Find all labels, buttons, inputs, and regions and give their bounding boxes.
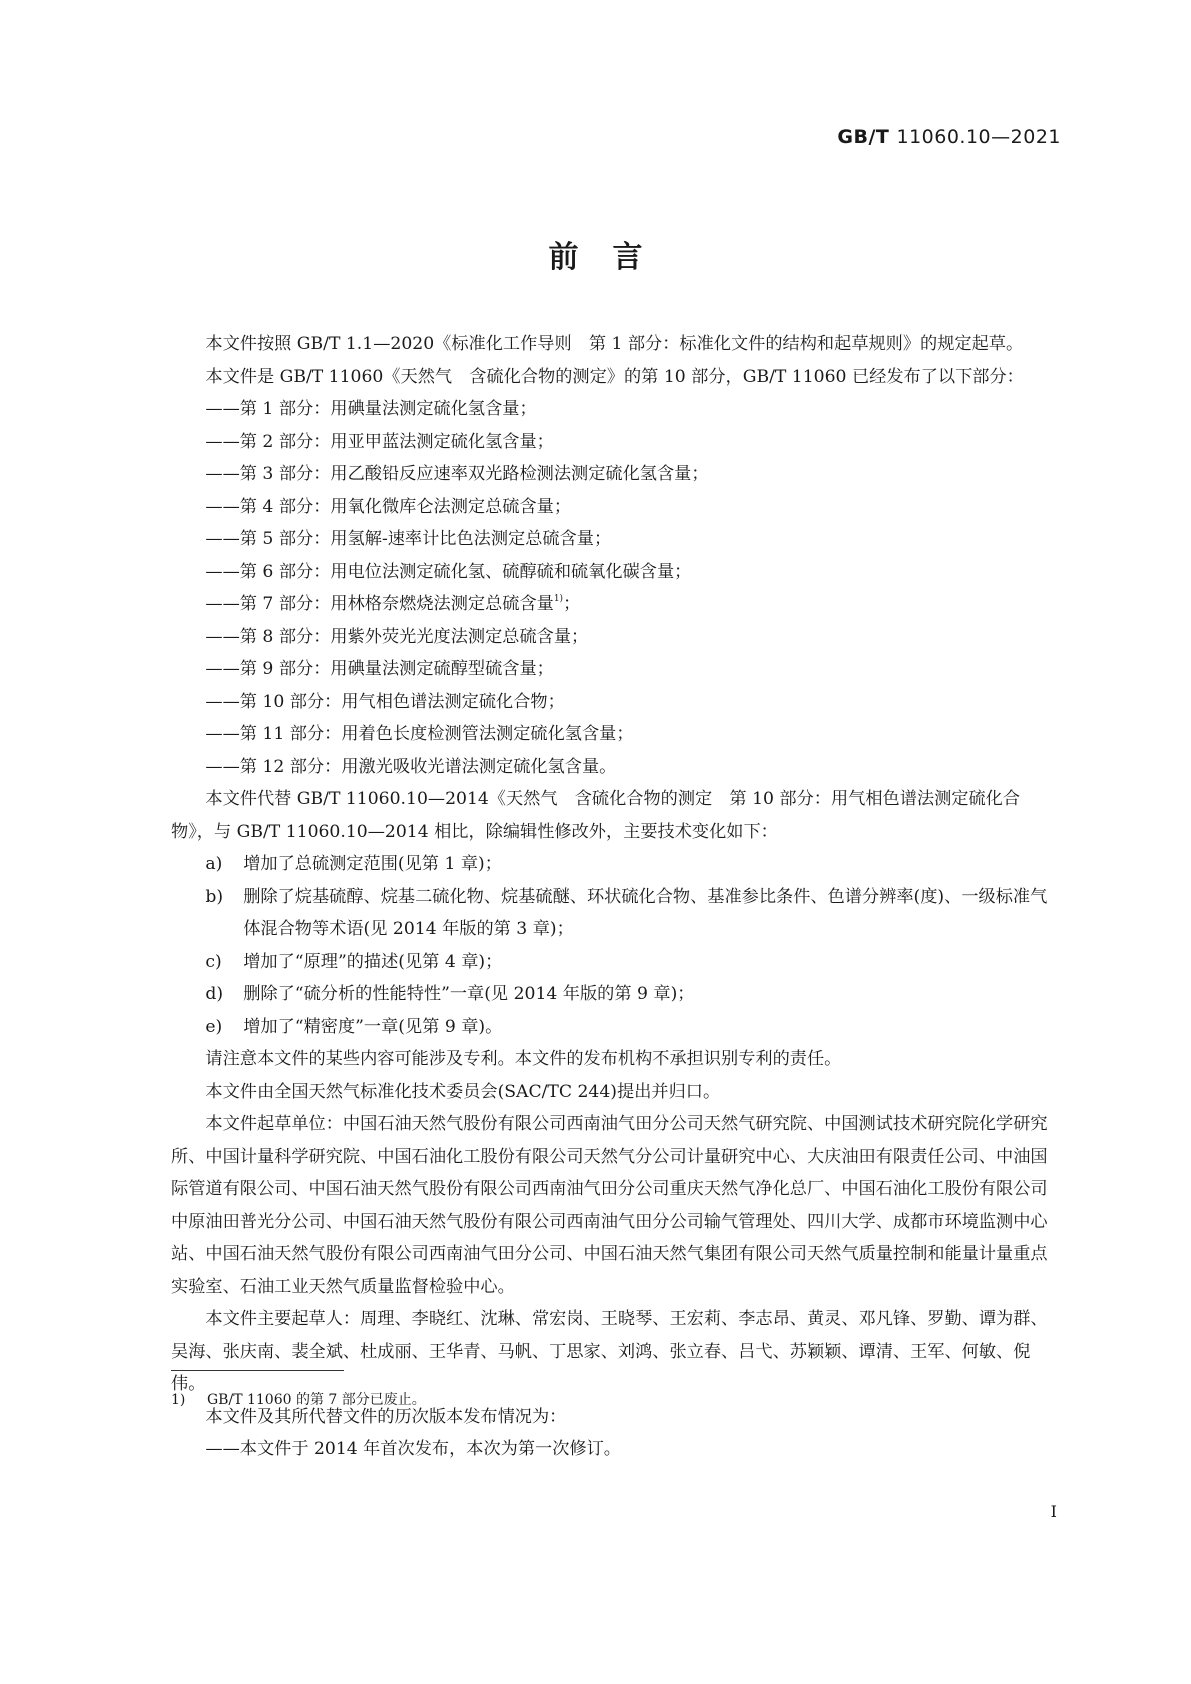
change-item-c: [171, 946, 1055, 979]
footnote-reference: 1): [553, 594, 564, 604]
change-item-a: [171, 848, 1055, 881]
list-item-part-1: ——第 1 部分：用碘量法测定硫化氢含量；: [205, 399, 537, 419]
change-item-d: [171, 978, 1055, 1011]
list-item-part-12: ——第 12 部分：用激光吸收光谱法测定硫化氢含量。: [205, 756, 617, 777]
change-item-e: [171, 1011, 1055, 1044]
paragraph-history-intro: 本文件及其所代替文件的历次版本发布情况为：: [205, 1406, 567, 1427]
change-text: 增加了“精密度”一章(见第 9 章)。: [243, 1016, 503, 1037]
list-item-part-9: ——第 9 部分：用碘量法测定硫醇型硫含量；: [205, 659, 554, 679]
footnote-text: GB/T 11060 的第 7 部分已废止。: [207, 1392, 426, 1408]
footnote: [171, 1390, 426, 1410]
list-item-part-6: ——第 6 部分：用电位法测定硫化氢、硫醇硫和硫氧化碳含量；: [205, 561, 692, 582]
list-item-part-5: ——第 5 部分：用氢解-速率计比色法测定总硫含量；: [205, 529, 612, 549]
change-marker: c): [205, 951, 222, 972]
change-marker: b): [205, 886, 224, 907]
paragraph-replaces: 本文件代替 GB/T 11060.10—2014《天然气 含硫化合物的测定 第 10 部分：用气相色谱法测定硫化合物》，与 GB/T 11060.10—2014 相比，除编辑性修改外，主要技术变化如下：: [171, 789, 1021, 842]
change-text: 增加了“原理”的描述(见第 4 章)；: [243, 951, 503, 972]
paragraph-patent-notice: 请注意本文件的某些内容可能涉及专利。本文件的发布机构不承担识别专利的责任。: [205, 1049, 842, 1069]
change-text: 删除了烷基硫醇、烷基二硫化物、烷基硫醚、环状硫化合物、基准参比条件、色谱分辨率(度)、一级标准气体混合物等术语(见 2014 年版的第 3 章)；: [243, 886, 1048, 939]
paragraph-drafting-rules: 本文件按照 GB/T 1.1—2020《标准化工作导则 第 1 部分：标准化文件的结构和起草规则》的规定起草。: [205, 334, 1024, 354]
page-number: I: [1050, 1502, 1057, 1521]
list-item-part-8: ——第 8 部分：用紫外荧光光度法测定总硫含量；: [205, 626, 589, 647]
change-marker: a): [205, 854, 223, 874]
list-item-part-7-tail: ；: [563, 594, 581, 614]
change-text: 删除了“硫分析的性能特性”一章(见 2014 年版的第 9 章)；: [243, 984, 695, 1004]
standard-number: 11060.10—2021: [896, 126, 1061, 148]
paragraph-proposer: 本文件由全国天然气标准化技术委员会(SAC/TC 244)提出并归口。: [205, 1081, 721, 1102]
change-text: 增加了总硫测定范围(见第 1 章)；: [243, 854, 502, 874]
standard-code: [837, 126, 1061, 148]
paragraph-history-item: ——本文件于 2014 年首次发布，本次为第一次修订。: [205, 1439, 621, 1459]
footnote-marker: 1): [171, 1392, 186, 1408]
list-item-part-3: ——第 3 部分：用乙酸铅反应速率双光路检测法测定硫化氢含量；: [205, 464, 709, 484]
paragraph-drafting-units: 本文件起草单位：中国石油天然气股份有限公司西南油气田分公司天然气研究院、中国测试技术研究院化学研究所、中国计量科学研究院、中国石油化工股份有限公司天然气分公司计量研究中心、大庆油田有限责任公司、中油国际管道有限公司、中国石油天然气股份有限公司西南油气田分公司重庆天然气净化总厂、中国石油化工股份有限公司中原油田普光分公司、中国石油天然气股份有限公司西南油气田分公司输气管理处、四川大学、成都市环境监测中心站、中国石油天然气股份有限公司西南油气田分公司、中国石油天然气集团有限公司天然气质量控制和能量计量重点实验室、石油工业天然气质量监督检验中心。: [171, 1114, 1048, 1297]
list-item-part-7-text: ——第 7 部分：用林格奈燃烧法测定总硫含量: [205, 594, 554, 614]
change-marker: d): [205, 984, 224, 1004]
list-item-part-11: ——第 11 部分：用着色长度检测管法测定硫化氢含量；: [205, 724, 634, 744]
list-item-part-10: ——第 10 部分：用气相色谱法测定硫化合物；: [205, 691, 565, 712]
footnote-divider: [171, 1370, 344, 1371]
document-body: [171, 328, 1055, 1466]
change-item-b: [171, 881, 1055, 946]
paragraph-drafters: 本文件主要起草人：周理、李晓红、沈琳、常宏岗、王晓琴、王宏莉、李志昂、黄灵、邓凡锋、罗勤、谭为群、吴海、张庆南、裴全斌、杜成丽、王华青、马帆、丁思家、刘鸿、张立春、吕弋、苏颖颖、谭清、王军、何敏、倪伟。: [171, 1309, 1048, 1394]
change-marker: e): [205, 1016, 223, 1037]
list-item-part-2: ——第 2 部分：用亚甲蓝法测定硫化氢含量；: [205, 431, 554, 452]
list-item-part-7: [171, 588, 1055, 621]
list-item-part-4: ——第 4 部分：用氧化微库仑法测定总硫含量；: [205, 496, 572, 517]
standard-prefix: GB/T: [837, 126, 890, 148]
page-title: 前言: [548, 240, 677, 275]
paragraph-series-intro: 本文件是 GB/T 11060《天然气 含硫化合物的测定》的第 10 部分，GB/T 11060 已经发布了以下部分：: [205, 366, 1024, 387]
